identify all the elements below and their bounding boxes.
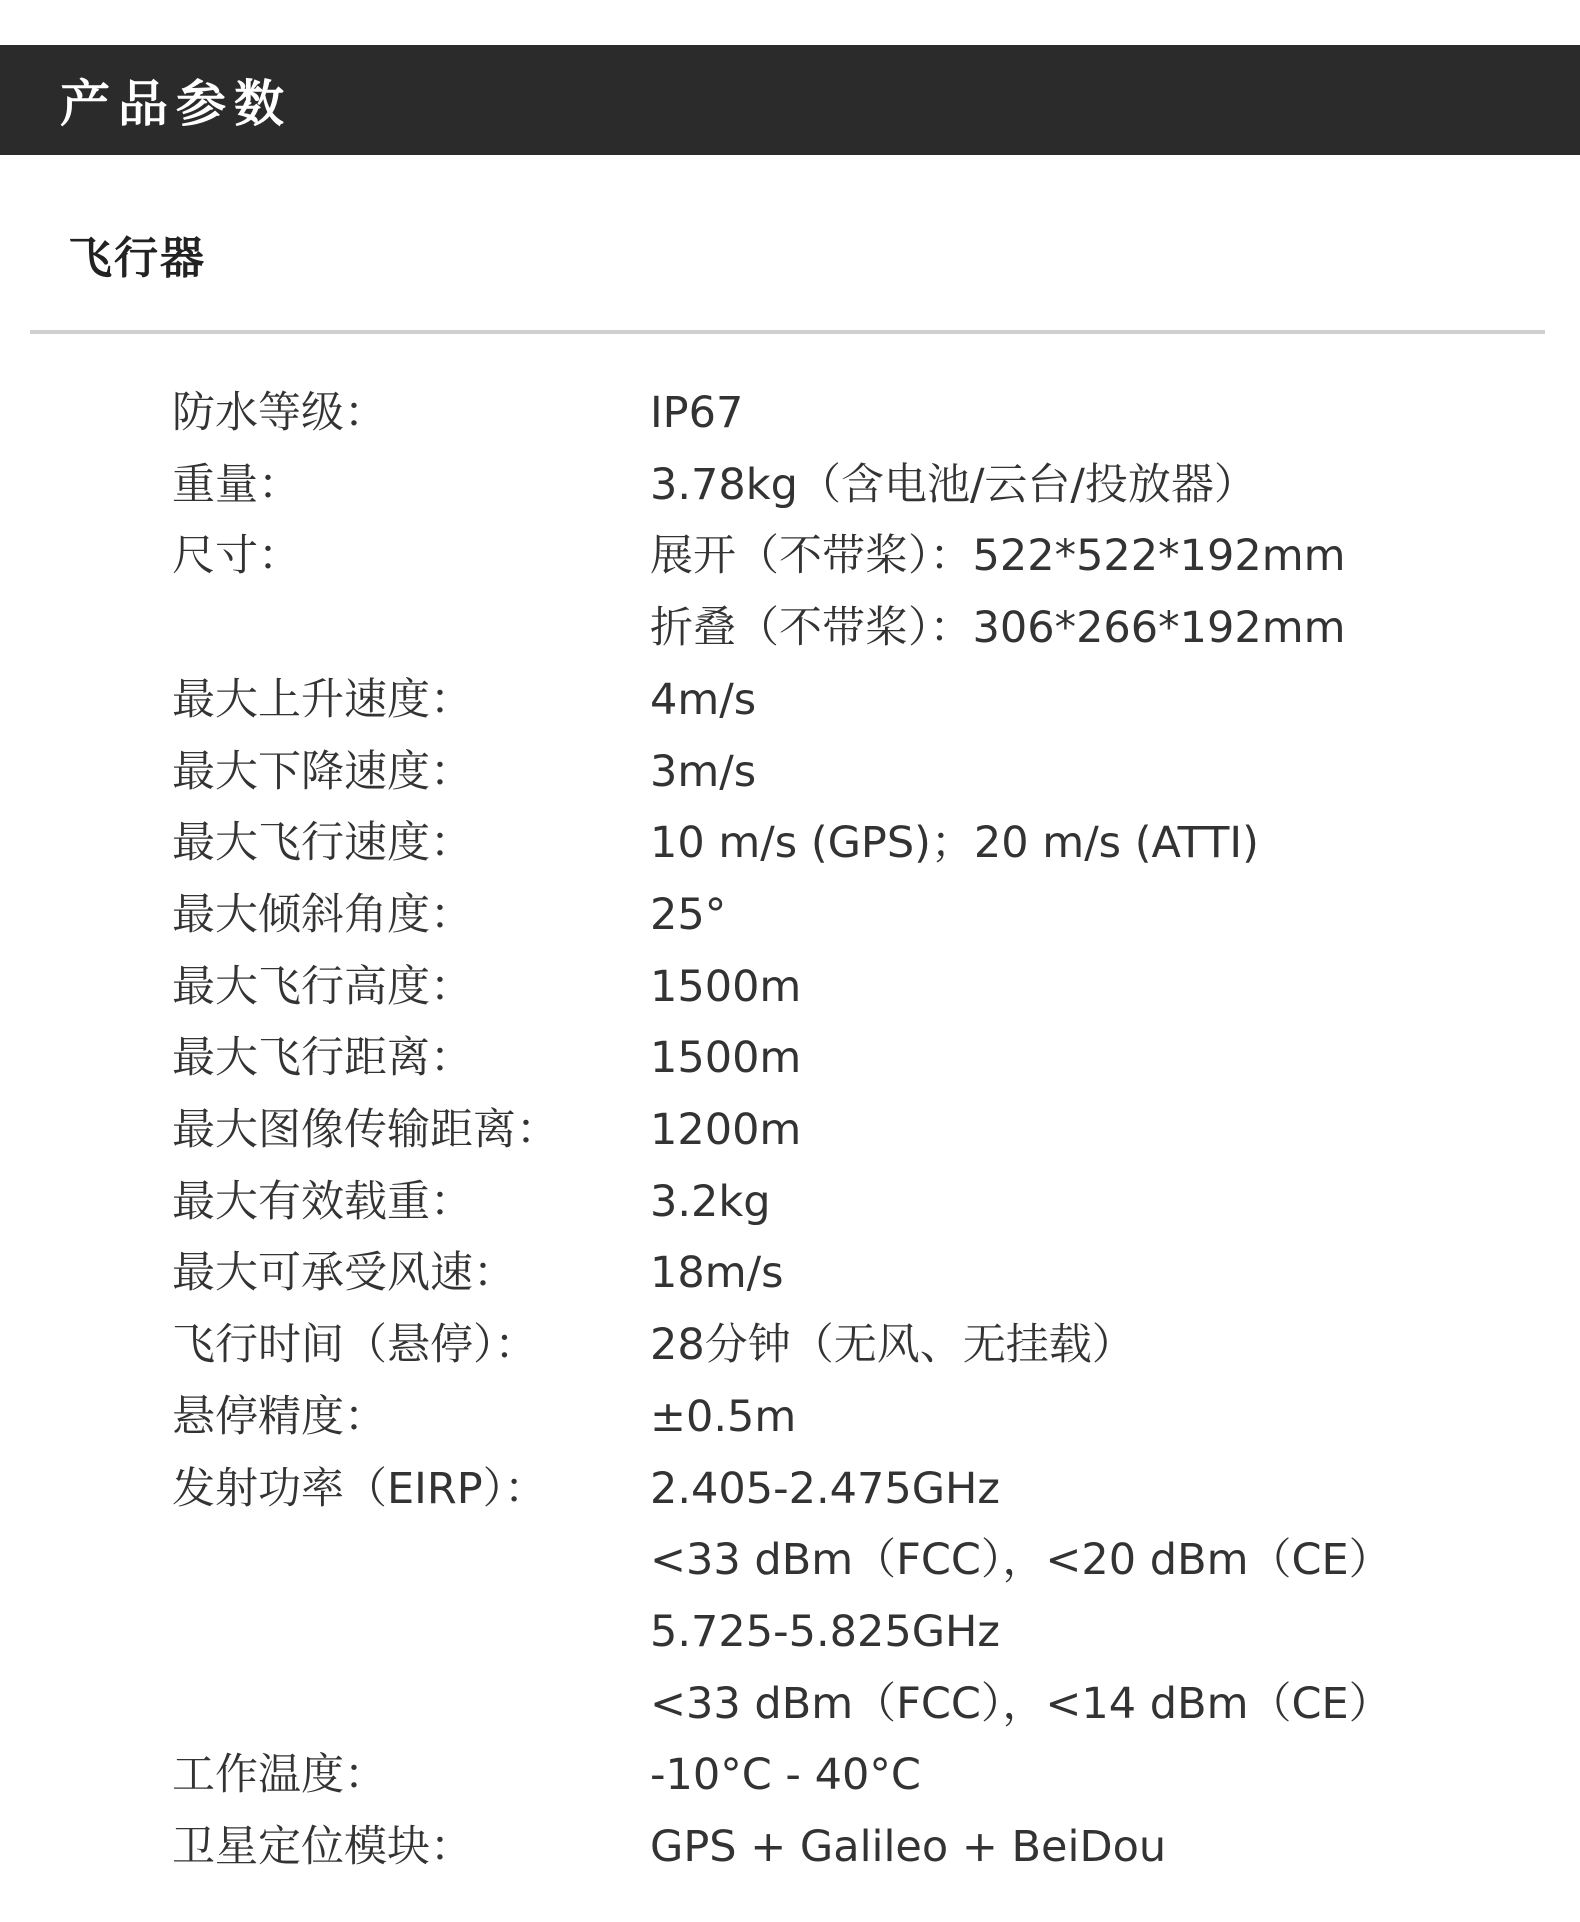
spec-label: 最大上升速度： <box>172 674 473 725</box>
spec-values <box>650 952 1502 1024</box>
spec-value: 1500m <box>650 961 802 1012</box>
spec-label: 飞行时间（悬停）： <box>172 1320 538 1371</box>
spec-value: 折叠（不带桨）：306*266*192mm <box>650 603 1346 654</box>
spec-values <box>650 450 1502 522</box>
spec-values <box>650 1812 1502 1884</box>
spec-values <box>650 737 1502 809</box>
spec-label: 卫星定位模块： <box>172 1822 473 1873</box>
spec-values <box>650 378 1502 450</box>
spec-row <box>172 1023 1502 1095</box>
spec-row <box>172 952 1502 1024</box>
spec-values <box>650 665 1502 737</box>
spec-value: <33 dBm（FCC），<20 dBm（CE） <box>650 1535 1392 1586</box>
spec-row <box>172 665 1502 737</box>
spec-value: 5.725-5.825GHz <box>650 1606 1000 1657</box>
spec-value: 3.2kg <box>650 1176 771 1227</box>
spec-value: 28分钟（无风、无挂载） <box>650 1320 1135 1371</box>
spec-value: 25° <box>650 889 727 940</box>
spec-label: 最大图像传输距离： <box>172 1105 559 1156</box>
header-bar <box>0 45 1580 155</box>
spec-label: 最大飞行距离： <box>172 1033 473 1084</box>
spec-row <box>172 1454 1502 1741</box>
spec-value: 3m/s <box>650 746 757 797</box>
spec-value: 10 m/s (GPS)；20 m/s (ATTI) <box>650 818 1259 869</box>
spec-row <box>172 1310 1502 1382</box>
spec-value: ±0.5m <box>650 1391 797 1442</box>
spec-values <box>650 1238 1502 1310</box>
spec-label: 最大有效载重： <box>172 1176 473 1227</box>
spec-row <box>172 808 1502 880</box>
spec-values <box>650 521 1502 664</box>
spec-value: IP67 <box>650 388 744 438</box>
spec-value: -10°C - 40°C <box>650 1750 921 1801</box>
spec-row <box>172 378 1502 450</box>
section-title: 飞行器 <box>68 233 206 284</box>
spec-row <box>172 737 1502 809</box>
spec-label: 工作温度： <box>172 1750 387 1801</box>
spec-row <box>172 1382 1502 1454</box>
spec-row <box>172 450 1502 522</box>
spec-label: 重量： <box>172 459 301 510</box>
page-title: 产品参数 <box>60 75 292 133</box>
spec-values <box>650 1382 1502 1454</box>
spec-values <box>650 1167 1502 1239</box>
section-divider <box>30 330 1545 334</box>
spec-value: 展开（不带桨）：522*522*192mm <box>650 531 1346 582</box>
spec-row <box>172 1238 1502 1310</box>
spec-row <box>172 1740 1502 1812</box>
spec-value: 3.78kg（含电池/云台/投放器） <box>650 459 1257 510</box>
spec-values <box>650 1310 1502 1382</box>
spec-values <box>650 808 1502 880</box>
spec-list <box>172 378 1502 1884</box>
spec-label: 防水等级： <box>172 388 387 438</box>
spec-label: 尺寸： <box>172 531 301 582</box>
spec-value: GPS + Galileo + BeiDou <box>650 1822 1167 1873</box>
spec-value: 1200m <box>650 1105 802 1156</box>
spec-value: 2.405-2.475GHz <box>650 1463 1000 1514</box>
spec-label: 最大倾斜角度： <box>172 889 473 940</box>
spec-values <box>650 1454 1502 1741</box>
spec-row <box>172 521 1502 664</box>
spec-values <box>650 1095 1502 1167</box>
spec-label: 最大下降速度： <box>172 746 473 797</box>
spec-row <box>172 1095 1502 1167</box>
spec-label: 最大可承受风速： <box>172 1248 516 1299</box>
spec-label: 发射功率（EIRP）： <box>172 1463 548 1514</box>
spec-row <box>172 880 1502 952</box>
spec-value: 1500m <box>650 1033 802 1084</box>
spec-value: 18m/s <box>650 1248 784 1299</box>
spec-label: 最大飞行速度： <box>172 818 473 869</box>
spec-label: 悬停精度： <box>172 1391 387 1442</box>
spec-row <box>172 1812 1502 1884</box>
spec-label: 最大飞行高度： <box>172 961 473 1012</box>
spec-values <box>650 1023 1502 1095</box>
spec-values <box>650 880 1502 952</box>
spec-values <box>650 1740 1502 1812</box>
spec-value: 4m/s <box>650 674 757 725</box>
spec-value: <33 dBm（FCC），<14 dBm（CE） <box>650 1678 1392 1729</box>
spec-row <box>172 1167 1502 1239</box>
